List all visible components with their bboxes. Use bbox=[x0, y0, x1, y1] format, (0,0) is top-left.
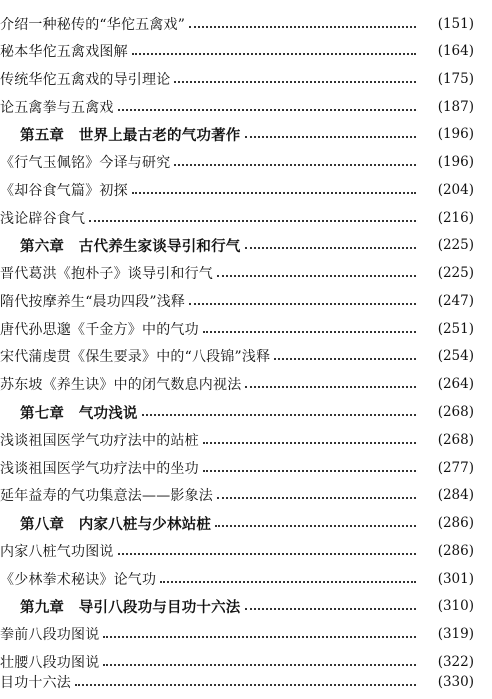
toc-page-number: (277) bbox=[437, 460, 474, 476]
dot-leader bbox=[203, 331, 416, 333]
toc-page-number: (196) bbox=[437, 154, 474, 170]
toc-page-number: (301) bbox=[437, 571, 474, 587]
dot-leader bbox=[118, 109, 416, 111]
toc-entry-title: 浅谈祖国医学气功疗法中的坐功 bbox=[0, 461, 199, 477]
toc-entry-title: 《却谷食气篇》初探 bbox=[0, 183, 128, 199]
dot-leader bbox=[142, 414, 416, 416]
toc-entry-title: 晋代葛洪《抱朴子》谈导引和行气 bbox=[0, 266, 213, 282]
toc-entry-title: 《少林拳术秘诀》论气功 bbox=[0, 572, 157, 588]
toc-entry-title: 苏东坡《养生诀》中的闭气数息内视法 bbox=[0, 377, 242, 393]
toc-entry-title: 拳前八段功图说 bbox=[0, 627, 100, 643]
toc-page-number: (264) bbox=[437, 376, 474, 392]
toc-page-number: (151) bbox=[437, 16, 474, 32]
toc-entry-title: 唐代孙思邈《千金方》中的气功 bbox=[0, 322, 199, 338]
toc-page-number: (216) bbox=[437, 210, 474, 226]
dot-leader bbox=[189, 26, 416, 28]
dot-leader bbox=[217, 275, 416, 277]
toc-entry-title: 浅谈祖国医学气功疗法中的站桩 bbox=[0, 433, 199, 449]
toc-page-number: (225) bbox=[437, 237, 474, 253]
toc-page-number: (254) bbox=[437, 348, 474, 364]
chapter-title: 第七章 气功浅说 bbox=[20, 404, 138, 422]
toc-entry-title: 隋代按摩养生“晨功四段”浅释 bbox=[0, 294, 186, 310]
toc-page-number: (164) bbox=[437, 43, 474, 59]
toc-page-number: (268) bbox=[437, 404, 474, 420]
dot-leader bbox=[203, 470, 416, 472]
chapter-title: 第八章 内家八桩与少林站桩 bbox=[20, 515, 212, 533]
toc-entry-title: 目功十六法 bbox=[0, 675, 71, 691]
dot-leader bbox=[132, 192, 416, 194]
toc-page-number: (322) bbox=[437, 654, 474, 670]
dot-leader bbox=[174, 81, 416, 83]
dot-leader bbox=[75, 684, 416, 686]
dot-leader bbox=[174, 164, 416, 166]
dot-leader bbox=[215, 525, 416, 527]
dot-leader bbox=[132, 53, 416, 55]
toc-page-number: (319) bbox=[437, 626, 474, 642]
toc-entry-title: 论五禽拳与五禽戏 bbox=[0, 100, 114, 116]
toc-entry-title: 宋代蒲虔贯《保生要录》中的“八段锦”浅释 bbox=[0, 349, 271, 365]
dot-leader bbox=[274, 358, 416, 360]
dot-leader bbox=[217, 497, 416, 499]
dot-leader bbox=[245, 247, 417, 249]
toc-page-number: (286) bbox=[437, 543, 474, 559]
toc-entry-title: 壮腰八段功图说 bbox=[0, 655, 100, 671]
toc-entry-title: 延年益寿的气功集意法——影象法 bbox=[0, 488, 213, 504]
toc-page-number: (268) bbox=[437, 432, 474, 448]
dot-leader bbox=[160, 581, 416, 583]
toc-entry-title: 内家八桩气功图说 bbox=[0, 544, 114, 560]
dot-leader bbox=[189, 303, 416, 305]
toc-page-number: (330) bbox=[437, 674, 474, 690]
toc-page-number: (204) bbox=[437, 182, 474, 198]
dot-leader bbox=[245, 136, 417, 138]
dot-leader bbox=[118, 553, 416, 555]
dot-leader bbox=[245, 386, 416, 388]
toc-page-number: (175) bbox=[437, 71, 474, 87]
toc-entry-title: 秘本华佗五禽戏图解 bbox=[0, 44, 128, 60]
dot-leader bbox=[245, 608, 417, 610]
toc-page-number: (187) bbox=[437, 99, 474, 115]
dot-leader bbox=[103, 636, 416, 638]
toc-page-number: (310) bbox=[437, 598, 474, 614]
toc-entry-title: 《行气玉佩铭》今译与研究 bbox=[0, 155, 171, 171]
chapter-title: 第六章 古代养生家谈导引和行气 bbox=[20, 237, 241, 255]
chapter-title: 第五章 世界上最古老的气功著作 bbox=[20, 126, 241, 144]
dot-leader bbox=[89, 220, 416, 222]
toc-entry-title: 传统华佗五禽戏的导引理论 bbox=[0, 72, 171, 88]
toc-page-number: (284) bbox=[437, 487, 474, 503]
toc-entry-title: 介绍一种秘传的“华佗五禽戏” bbox=[0, 17, 186, 33]
toc-entry-title: 浅论辟谷食气 bbox=[0, 211, 86, 227]
toc-page-number: (247) bbox=[437, 293, 474, 309]
toc-page-number: (196) bbox=[437, 126, 474, 142]
toc-page-number: (251) bbox=[437, 321, 474, 337]
chapter-title: 第九章 导引八段功与目功十六法 bbox=[20, 598, 241, 616]
dot-leader bbox=[203, 442, 416, 444]
toc-page-number: (225) bbox=[437, 265, 474, 281]
toc-entry bbox=[0, 665, 492, 699]
toc-page-number: (286) bbox=[437, 515, 474, 531]
